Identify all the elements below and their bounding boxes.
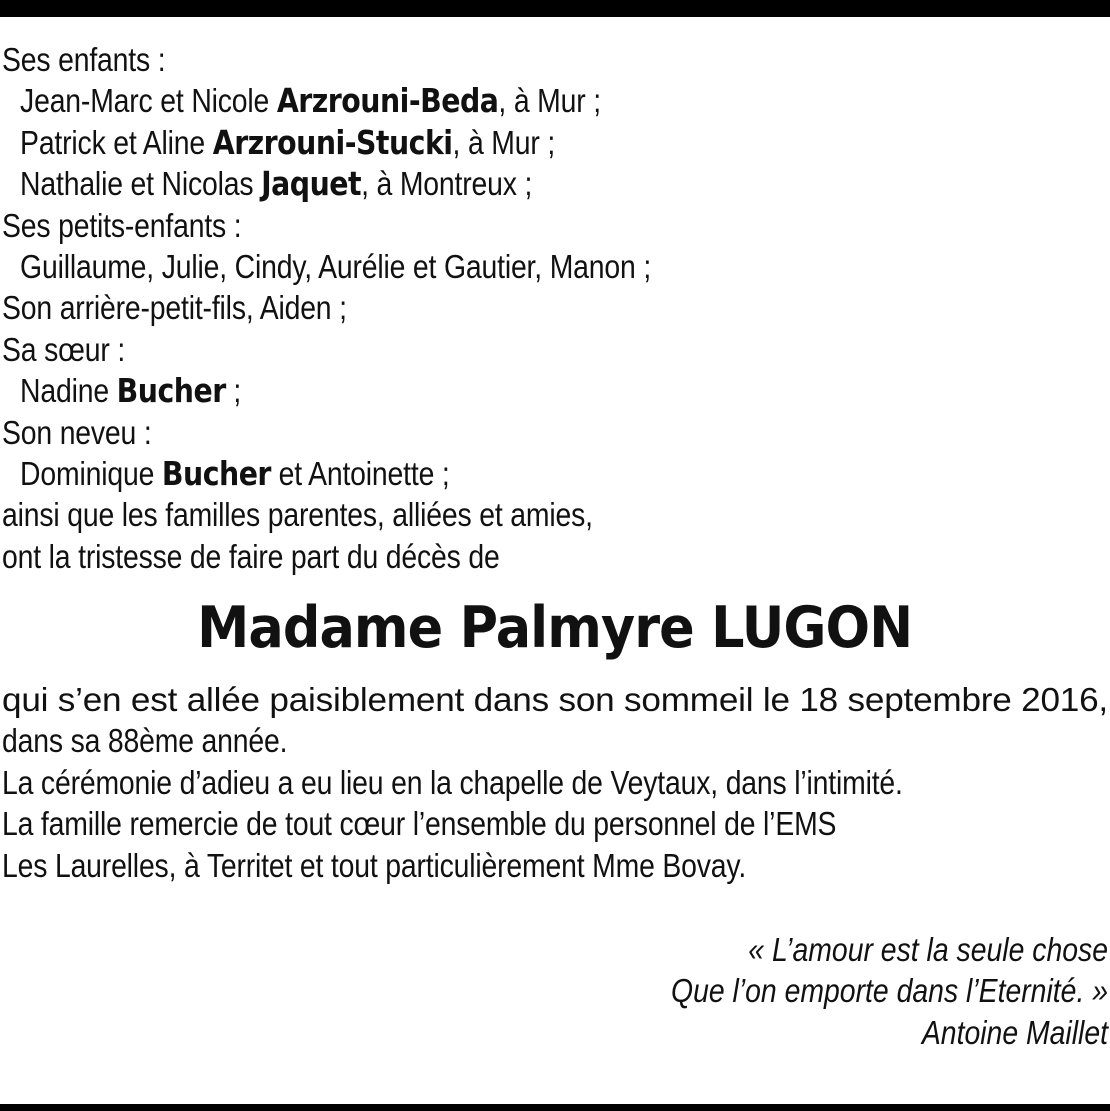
family-line-text: Nathalie et Nicolas xyxy=(20,165,262,203)
family-line-suffix: et Antoinette ; xyxy=(270,455,450,493)
quote-block xyxy=(348,929,1108,1053)
family-line-text: Jean-Marc et Nicole xyxy=(20,82,277,120)
family-line xyxy=(2,246,953,287)
family-surname: Bucher xyxy=(161,454,271,494)
family-line-text: Sa sœur : xyxy=(2,330,126,368)
announcement xyxy=(2,679,1108,886)
bottom-border xyxy=(0,1104,1110,1111)
quote-line-1: « L’amour est la seule chose xyxy=(748,931,1108,968)
family-surname: Bucher xyxy=(116,371,226,411)
family-line xyxy=(2,536,953,577)
family-line-suffix: , à Mur ; xyxy=(452,123,556,161)
family-line xyxy=(2,329,953,370)
family-line-text: Son arrière-petit-fils, Aiden ; xyxy=(2,289,347,327)
family-surname: Arzrouni-Beda xyxy=(276,81,499,121)
family-line xyxy=(2,453,953,494)
top-border xyxy=(0,0,1110,17)
announcement-line-1: qui s’en est allée paisiblement dans son sommeil le 18 septembre 2016, xyxy=(2,681,1108,718)
deceased-name xyxy=(0,593,1110,663)
quote-line-2: Que l’on emporte dans l’Eternité. » xyxy=(671,972,1108,1010)
family-line xyxy=(2,205,953,246)
family-line-text: Ses enfants : xyxy=(2,41,166,78)
announcement-line-4: La famille remercie de tout cœur l’ensemble du personnel de l’EMS xyxy=(2,805,837,843)
family-line-text: Patrick et Aline xyxy=(20,123,213,161)
family-line-text: Ses petits-enfants : xyxy=(2,206,242,244)
announcement-line-2: dans sa 88ème année. xyxy=(2,722,288,760)
family-line-suffix: , à Mur ; xyxy=(498,82,601,120)
family-line xyxy=(2,122,953,163)
family-line-text: Nadine xyxy=(20,372,117,410)
family-line-text: Son neveu : xyxy=(2,413,152,451)
announcement-line-3: La cérémonie d’adieu a eu lieu en la chapelle de Veytaux, dans l’intimité. xyxy=(2,763,903,801)
family-line xyxy=(2,412,953,453)
family-line xyxy=(2,39,953,80)
family-line-text: Dominique xyxy=(20,455,162,493)
quote-author: Antoine Maillet xyxy=(921,1013,1108,1051)
family-line-text: ainsi que les familles parentes, alliées et amies, xyxy=(2,496,593,534)
family-line xyxy=(2,163,953,204)
family-list xyxy=(2,39,1108,577)
family-line-text: Guillaume, Julie, Cindy, Aurélie et Gautier, Manon ; xyxy=(20,248,652,286)
family-line xyxy=(2,80,953,121)
family-surname: Jaquet xyxy=(261,164,362,204)
announcement-line-5: Les Laurelles, à Territet et tout particulièrement Mme Bovay. xyxy=(2,846,747,884)
deceased-name-text: Madame Palmyre LUGON xyxy=(197,595,913,661)
family-line-suffix: , à Montreux ; xyxy=(361,165,533,203)
family-surname: Arzrouni-Stucki xyxy=(212,122,453,162)
family-line-text: ont la tristesse de faire part du décès de xyxy=(2,537,500,575)
family-line-suffix: ; xyxy=(225,372,242,410)
family-line xyxy=(2,287,953,328)
family-line xyxy=(2,370,953,411)
family-line xyxy=(2,494,953,535)
